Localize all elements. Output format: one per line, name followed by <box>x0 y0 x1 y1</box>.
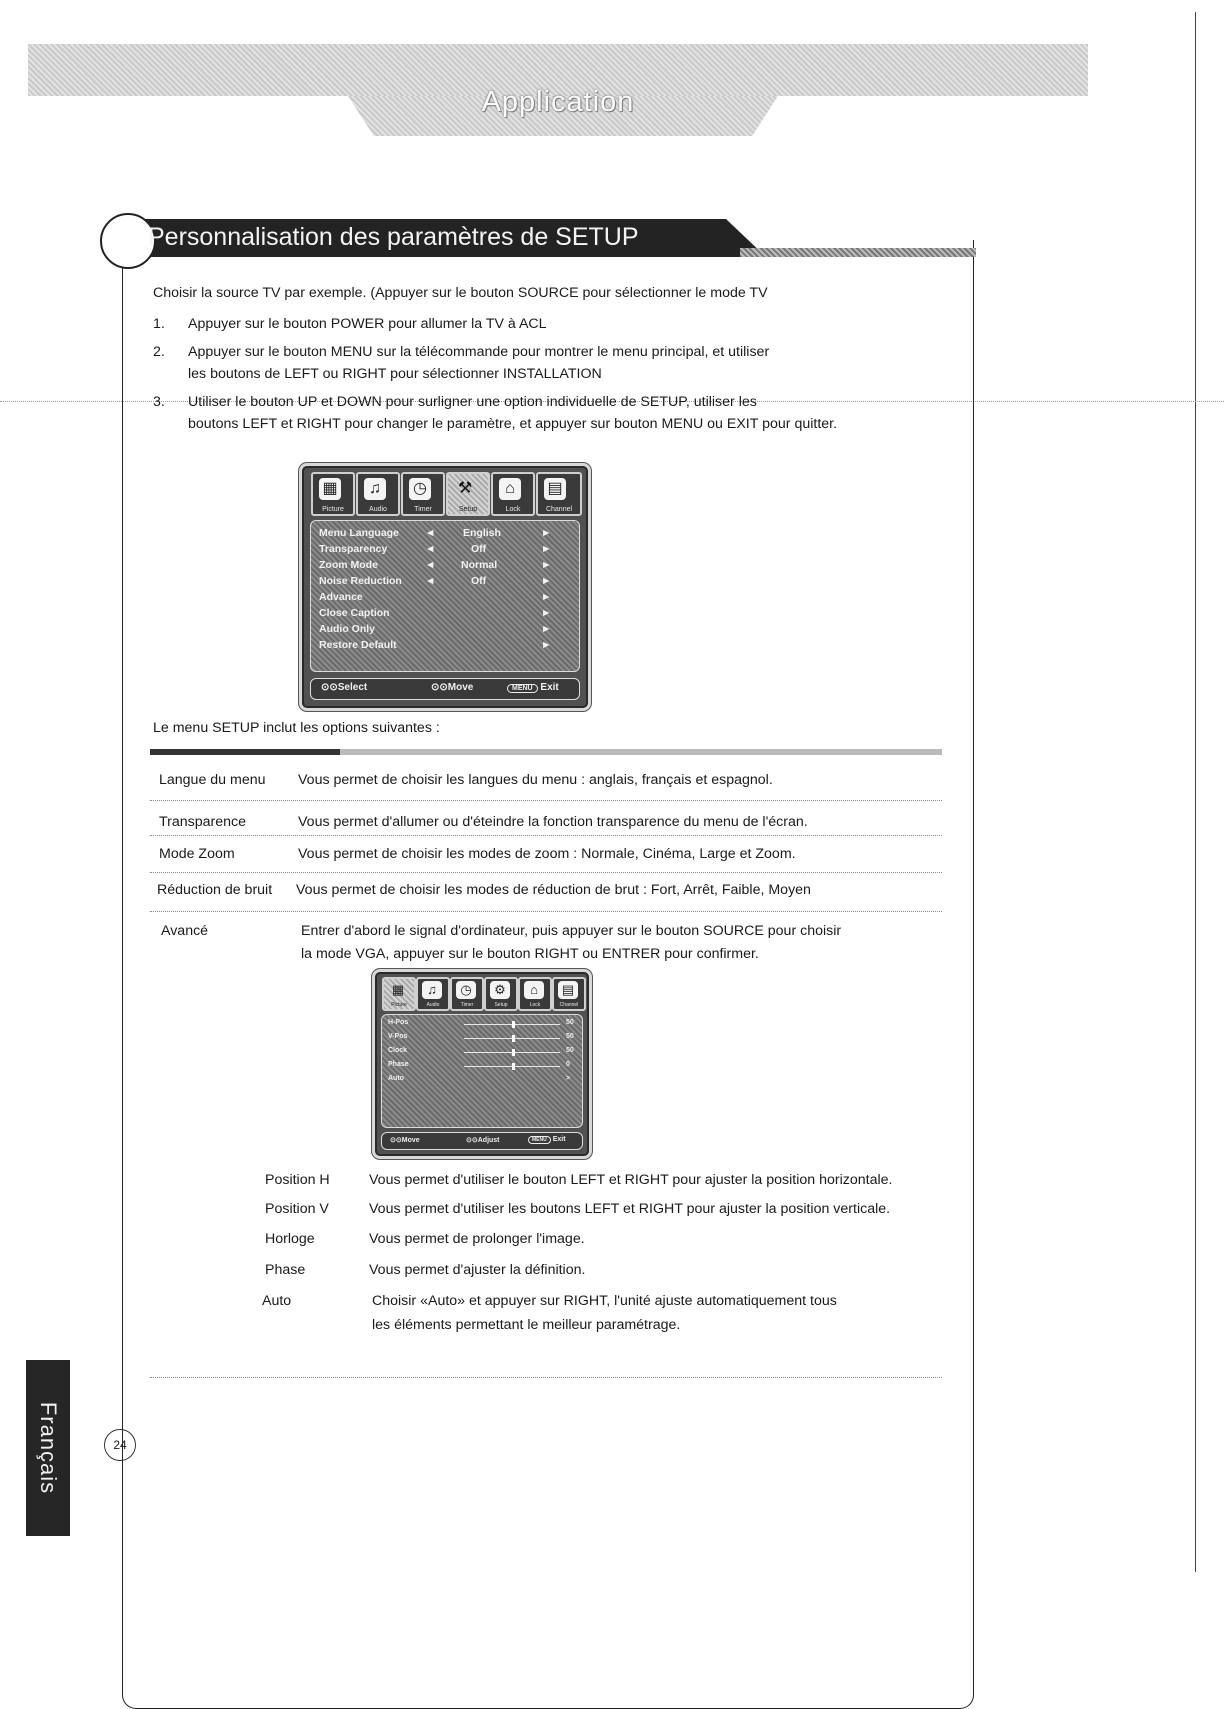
sub-option-desc: Vous permet d'utiliser les boutons LEFT et RIGHT pour ajuster la position verticale. <box>369 1201 891 1217</box>
sub-option-desc-line-2: les éléments permettant le meilleur paramétrage. <box>372 1317 681 1333</box>
slider-knob <box>512 1035 515 1042</box>
option-term: Langue du menu <box>159 772 266 788</box>
v-pos-slider <box>464 1038 560 1039</box>
vga-adjust-osd <box>375 972 589 1156</box>
osd1-row: Noise Reduction ◄ Off ► <box>319 575 552 587</box>
options-table-top-bar <box>150 749 942 755</box>
osd1-footer-select: ⊙⊙Select <box>321 682 368 693</box>
page-header-title: Application <box>481 86 635 118</box>
osd2-tab-label: Timer <box>460 1002 474 1008</box>
step-2-line-2: les boutons de LEFT ou RIGHT pour sélectionner INSTALLATION <box>188 366 602 382</box>
sub-option-term: Position H <box>265 1172 330 1188</box>
osd2-tab-label: Setup <box>494 1002 508 1008</box>
sub-option-term: Auto <box>262 1293 292 1309</box>
osd1-row: Audio Only ► <box>319 623 552 635</box>
clock-slider <box>464 1052 560 1053</box>
sub-option-desc: Vous permet de prolonger l'image. <box>369 1231 585 1247</box>
option-desc: Vous permet de choisir les modes de réduction de brut : Fort, Arrêt, Faible, Moyen <box>296 882 811 898</box>
osd1-tab-picture <box>311 472 355 516</box>
wrench-icon: ⚒ <box>457 480 473 497</box>
osd1-tab-label: Audio <box>369 506 387 513</box>
sub-option-term: Position V <box>265 1201 329 1217</box>
page-number: 24 <box>104 1429 136 1461</box>
osd2-footer-exit: MENU Exit <box>528 1136 566 1143</box>
table-divider <box>150 911 942 912</box>
option-desc: Vous permet d'allumer ou d'éteindre la fonction transparence du menu de l'écran. <box>298 814 808 830</box>
language-label: Français <box>36 1401 62 1495</box>
picture-icon: ▦ <box>319 478 341 500</box>
table-divider <box>150 800 942 801</box>
osd1-row: Transparency ◄ Off ► <box>319 543 552 555</box>
channel-icon: ▤ <box>558 981 578 999</box>
step-1-text: Appuyer sur le bouton POWER pour allumer la TV à ACL <box>188 316 547 332</box>
section-title-bar-shade <box>740 248 976 257</box>
intro-text: Choisir la source TV par exemple. (Appuyer sur le bouton SOURCE pour sélectionner le mode TV <box>153 285 768 301</box>
osd2-tab-label: Channel <box>559 1002 579 1008</box>
osd2-tab-setup <box>484 977 518 1011</box>
lock-icon: ⌂ <box>524 981 544 999</box>
osd1-tab-channel <box>536 472 582 516</box>
phase-slider <box>464 1066 560 1067</box>
step-1-num: 1. <box>153 316 165 332</box>
section-title: Personnalisation des paramètres de SETUP <box>148 223 639 251</box>
osd1-tab-label: Channel <box>545 506 573 513</box>
table-divider <box>150 872 942 873</box>
osd1-tab-audio <box>356 472 400 516</box>
sub-option-desc: Vous permet d'ajuster la définition. <box>369 1262 586 1278</box>
osd2-menu-body <box>381 1014 583 1128</box>
picture-icon: ▦ <box>391 982 405 997</box>
step-2-num: 2. <box>153 344 165 360</box>
option-term: Transparence <box>159 814 247 830</box>
gear-icon: ⚙ <box>490 981 510 999</box>
osd1-row: Menu Language ◄ English ► <box>319 527 552 539</box>
osd2-footer-adjust: ⊙⊙Adjust <box>466 1137 500 1144</box>
osd2-row: Auto > <box>388 1075 571 1082</box>
sub-option-desc: Vous permet d'utiliser le bouton LEFT et RIGHT pour ajuster la position horizontale. <box>369 1172 893 1188</box>
audio-icon: ♫ <box>422 981 442 999</box>
step-3-line-2: boutons LEFT et RIGHT pour changer le paramètre, et appuyer sur bouton MENU ou EXIT pour quitter. <box>188 416 838 432</box>
osd1-row: Advance ► <box>319 591 552 603</box>
osd2-tab-picture <box>382 977 416 1011</box>
osd1-tab-label: Picture <box>322 506 344 513</box>
osd2-footer <box>381 1132 583 1150</box>
option-term: Mode Zoom <box>159 846 235 862</box>
table-divider <box>150 835 942 836</box>
sub-option-desc: Choisir «Auto» et appuyer sur RIGHT, l'unité ajuste automatiquement tous <box>372 1293 837 1309</box>
osd2-row: Clock 50 <box>388 1047 574 1054</box>
margin-line <box>1195 12 1196 1572</box>
osd1-row: Restore Default ► <box>319 639 552 651</box>
osd1-tab-label: Lock <box>505 506 521 513</box>
slider-knob <box>512 1021 515 1028</box>
channel-icon: ▤ <box>544 478 566 500</box>
option-desc: Vous permet de choisir les modes de zoom : Normale, Cinéma, Large et Zoom. <box>298 846 796 862</box>
audio-icon: ♫ <box>364 478 386 500</box>
osd2-row: H-Pos 50 <box>388 1019 574 1026</box>
sub-option-term: Phase <box>265 1262 306 1278</box>
osd2-footer-move: ⊙⊙Move <box>390 1137 420 1144</box>
osd1-tab-setup <box>446 472 490 516</box>
advance-desc-line-1: Entrer d'abord le signal d'ordinateur, puis appuyer sur le bouton SOURCE pour choisir <box>301 923 842 939</box>
option-term: Réduction de bruit <box>157 882 273 898</box>
osd2-row: Phase 0 <box>388 1061 570 1068</box>
osd2-tab-label: Audio <box>426 1002 440 1008</box>
clock-icon: ◷ <box>456 981 476 999</box>
step-3-num: 3. <box>153 394 165 410</box>
osd2-tab-label: Lock <box>529 1002 541 1008</box>
osd1-row: Zoom Mode ◄ Normal ► <box>319 559 552 571</box>
osd1-tab-lock <box>491 472 535 516</box>
slider-knob <box>512 1063 515 1070</box>
setup-menu-osd <box>302 466 588 708</box>
osd1-tab-timer <box>401 472 445 516</box>
osd2-tab-timer <box>450 977 484 1011</box>
slider-knob <box>512 1049 515 1056</box>
clock-icon: ◷ <box>409 478 431 500</box>
osd1-footer-move: ⊙⊙Move <box>431 682 474 693</box>
options-intro: Le menu SETUP inclut les options suivantes : <box>153 720 440 736</box>
osd1-footer <box>310 678 580 700</box>
osd2-tab-channel <box>552 977 586 1011</box>
advance-desc-line-2: la mode VGA, appuyer sur le bouton RIGHT ou ENTRER pour confirmer. <box>301 946 759 962</box>
osd1-tab-label: Setup <box>458 506 478 513</box>
osd1-footer-exit: MENU Exit <box>507 682 559 693</box>
language-side-tab-text <box>26 1360 70 1536</box>
osd2-tab-lock <box>518 977 552 1011</box>
option-term: Avancé <box>161 923 209 939</box>
lock-icon: ⌂ <box>499 478 521 500</box>
section-bottom-divider <box>150 1377 942 1378</box>
osd2-row: V-Pos 50 <box>388 1033 574 1040</box>
step-3-line-1: Utiliser le bouton UP et DOWN pour surligner une option individuelle de SETUP, utiliser les <box>188 394 757 410</box>
option-desc: Vous permet de choisir les langues du menu : anglais, français et espagnol. <box>298 772 773 788</box>
osd2-tab-label: Picture <box>391 1002 407 1008</box>
h-pos-slider <box>464 1024 560 1025</box>
osd2-tab-audio <box>416 977 450 1011</box>
step-2-line-1: Appuyer sur le bouton MENU sur la télécommande pour montrer le menu principal, et utiliser <box>188 344 770 360</box>
osd1-row: Close Caption ► <box>319 607 552 619</box>
sub-option-term: Horloge <box>265 1231 315 1247</box>
osd1-tab-label: Timer <box>414 506 432 513</box>
osd1-menu-body <box>310 520 580 672</box>
